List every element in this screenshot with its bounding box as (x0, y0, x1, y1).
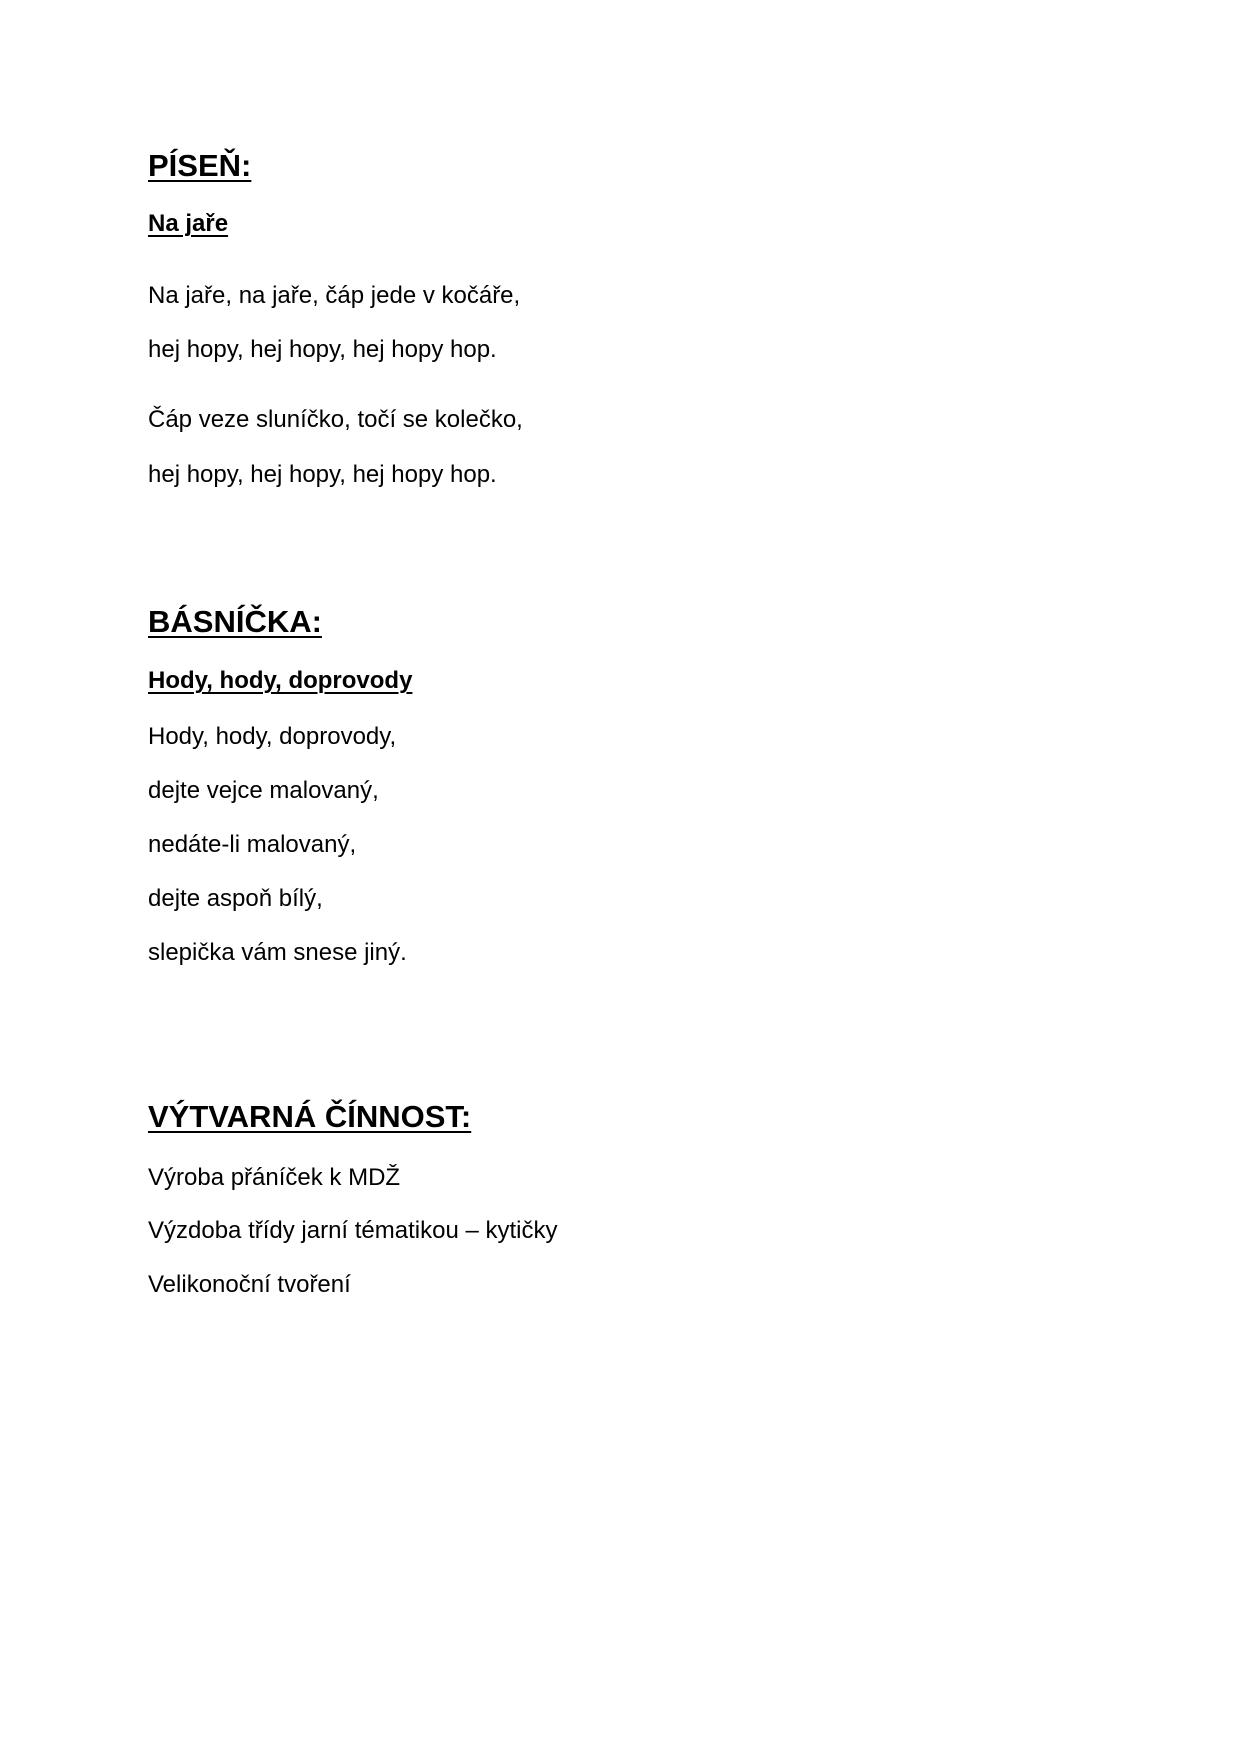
art-item: Výroba přáníček k MDŽ (148, 1164, 401, 1191)
song-line: hej hopy, hej hopy, hej hopy hop. (148, 336, 497, 363)
song-line: Čáp veze sluníčko, točí se kolečko, (148, 406, 523, 433)
poem-title: Hody, hody, doprovody (148, 667, 413, 694)
song-line: hej hopy, hej hopy, hej hopy hop. (148, 461, 497, 488)
art-section-heading: VÝTVARNÁ ČÍNNOST: (148, 1099, 472, 1134)
art-item: Výzdoba třídy jarní tématikou – kytičky (148, 1217, 558, 1244)
song-section-heading: PÍSEŇ: (148, 148, 252, 183)
song-line: Na jaře, na jaře, čáp jede v kočáře, (148, 282, 521, 309)
poem-line: slepička vám snese jiný. (148, 939, 407, 966)
art-item: Velikonoční tvoření (148, 1271, 351, 1298)
poem-section-heading: BÁSNÍČKA: (148, 604, 322, 639)
song-title: Na jaře (148, 210, 229, 237)
poem-line: nedáte-li malovaný, (148, 831, 357, 858)
poem-line: dejte vejce malovaný, (148, 777, 379, 804)
poem-line: Hody, hody, doprovody, (148, 723, 397, 750)
poem-line: dejte aspoň bílý, (148, 885, 323, 912)
